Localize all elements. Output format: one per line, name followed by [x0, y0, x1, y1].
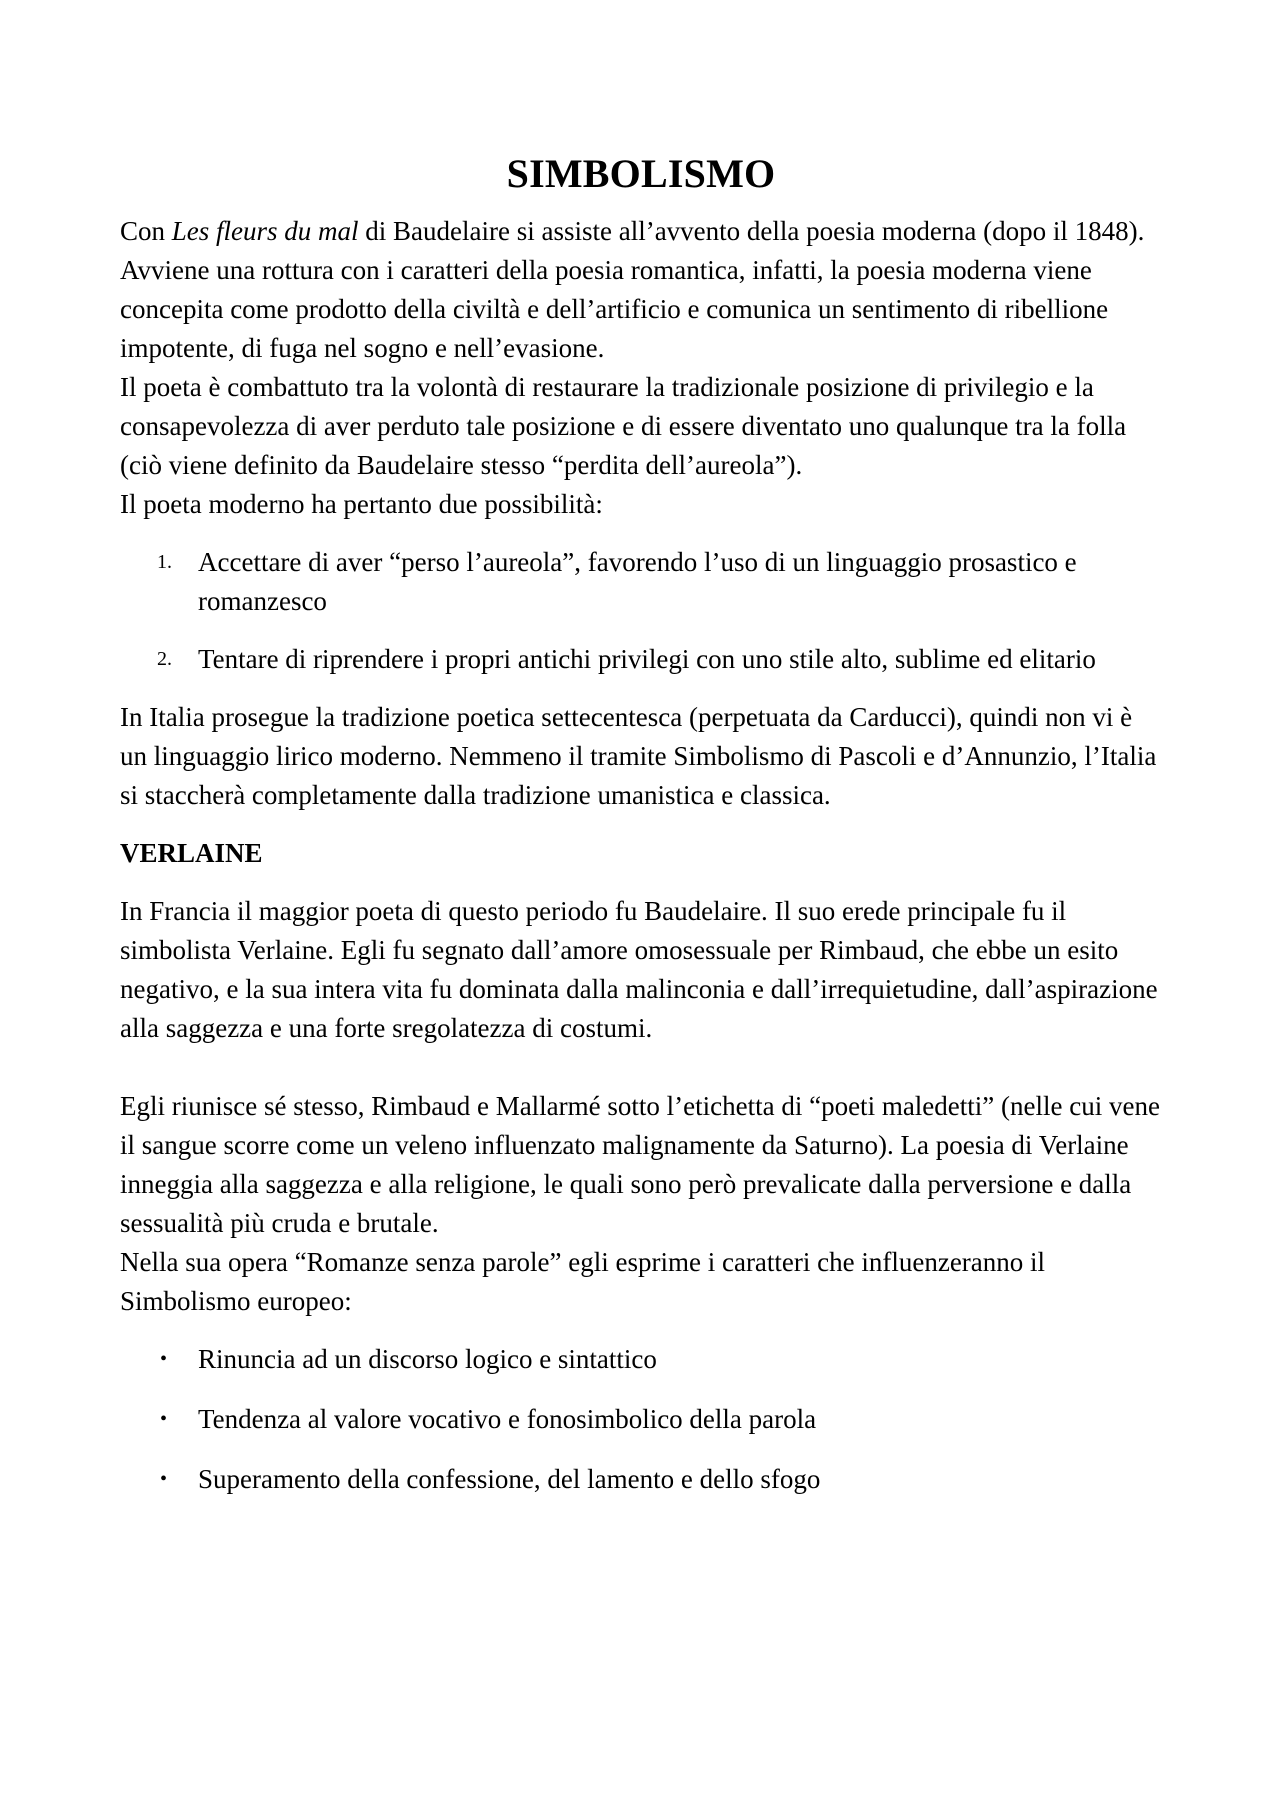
- paragraph-spacer: [120, 1048, 1162, 1087]
- list-item-text: Rinuncia ad un discorso logico e sintattico: [198, 1344, 657, 1374]
- possibilities-list: [120, 543, 1162, 679]
- list-item-text: Tentare di riprendere i propri antichi privilegi con uno stile alto, sublime ed elitario: [198, 644, 1096, 674]
- list-item-text: Superamento della confessione, del lamento e dello sfogo: [198, 1464, 821, 1494]
- bullet-icon: •: [160, 1468, 168, 1490]
- bullet-icon: •: [160, 1408, 168, 1430]
- list-item: [120, 543, 1162, 621]
- intro-line-3: Il poeta è combattuto tra la volontà di restaurare la tradizionale posizione di privilegio e la consapevolezza di aver perduto tale posizione e di essere diventato uno qualunque tra la folla (ciò viene definito da Baudelaire stesso “perdita dell’aureola”).: [120, 372, 1127, 480]
- verlaine-paragraph-1: In Francia il maggior poeta di questo periodo fu Baudelaire. Il suo erede principale fu il simbolista Verlaine. Egli fu segnato dall’amore omosessuale per Rimbaud, che ebbe un esito negativo, e la sua intera vita fu dominata dalla malinconia e dall’irrequietudine, dall’aspirazione alla saggezza e una forte sregolatezza di costumi.: [120, 896, 1158, 1043]
- intro-line-4: Il poeta moderno ha pertanto due possibilità:: [120, 489, 603, 519]
- verlaine-section-2: [120, 1087, 1162, 1321]
- list-number: 1.: [157, 551, 172, 573]
- intro-text-a: Con: [120, 216, 172, 246]
- intro-line-1: [120, 212, 1162, 251]
- intro-text-b: di Baudelaire si assiste all’avvento della poesia moderna (dopo il 1848).: [358, 216, 1145, 246]
- section-heading-verlaine: VERLAINE: [120, 838, 263, 868]
- list-number: 2.: [157, 648, 172, 670]
- bullet-icon: •: [160, 1348, 168, 1370]
- list-item: [120, 1400, 1162, 1439]
- verlaine-paragraph-3: Nella sua opera “Romanze senza parole” egli esprime i caratteri che influenzeranno il Simbolismo europeo:: [120, 1247, 1046, 1316]
- intro-section: [120, 212, 1162, 524]
- list-item: [120, 640, 1162, 679]
- intro-line-2: Avviene una rottura con i caratteri della poesia romantica, infatti, la poesia moderna viene concepita come prodotto della civiltà e dell’artificio e comunica un sentimento di ribellione impotente, di fuga nel sogno e nell’evasione.: [120, 255, 1109, 363]
- italy-paragraph: In Italia prosegue la tradizione poetica settecentesca (perpetuata da Carducci), quindi non vi è un linguaggio lirico moderno. Nemmeno il tramite Simbolismo di Pascoli e d’Annunzio, l’Italia si staccherà completamente dalla tradizione umanistica e classica.: [120, 702, 1157, 810]
- list-item: [120, 1460, 1162, 1499]
- list-item-text: Tendenza al valore vocativo e fonosimbolico della parola: [198, 1404, 817, 1434]
- traits-list: [120, 1340, 1162, 1499]
- book-title: Les fleurs du mal: [171, 216, 359, 246]
- page-title: SIMBOLISMO: [506, 151, 776, 196]
- list-item: [120, 1340, 1162, 1379]
- list-item-text: Accettare di aver “perso l’aureola”, favorendo l’uso di un linguaggio prosastico e romanzesco: [198, 547, 1077, 616]
- verlaine-paragraph-2: Egli riunisce sé stesso, Rimbaud e Mallarmé sotto l’etichetta di “poeti maledetti” (nelle cui vene il sangue scorre come un veleno influenzato malignamente da Saturno). La poesia di Verlaine inneggia alla saggezza e alla religione, le quali sono però prevalicate dalla perversione e dalla sessualità più cruda e brutale.: [120, 1091, 1160, 1238]
